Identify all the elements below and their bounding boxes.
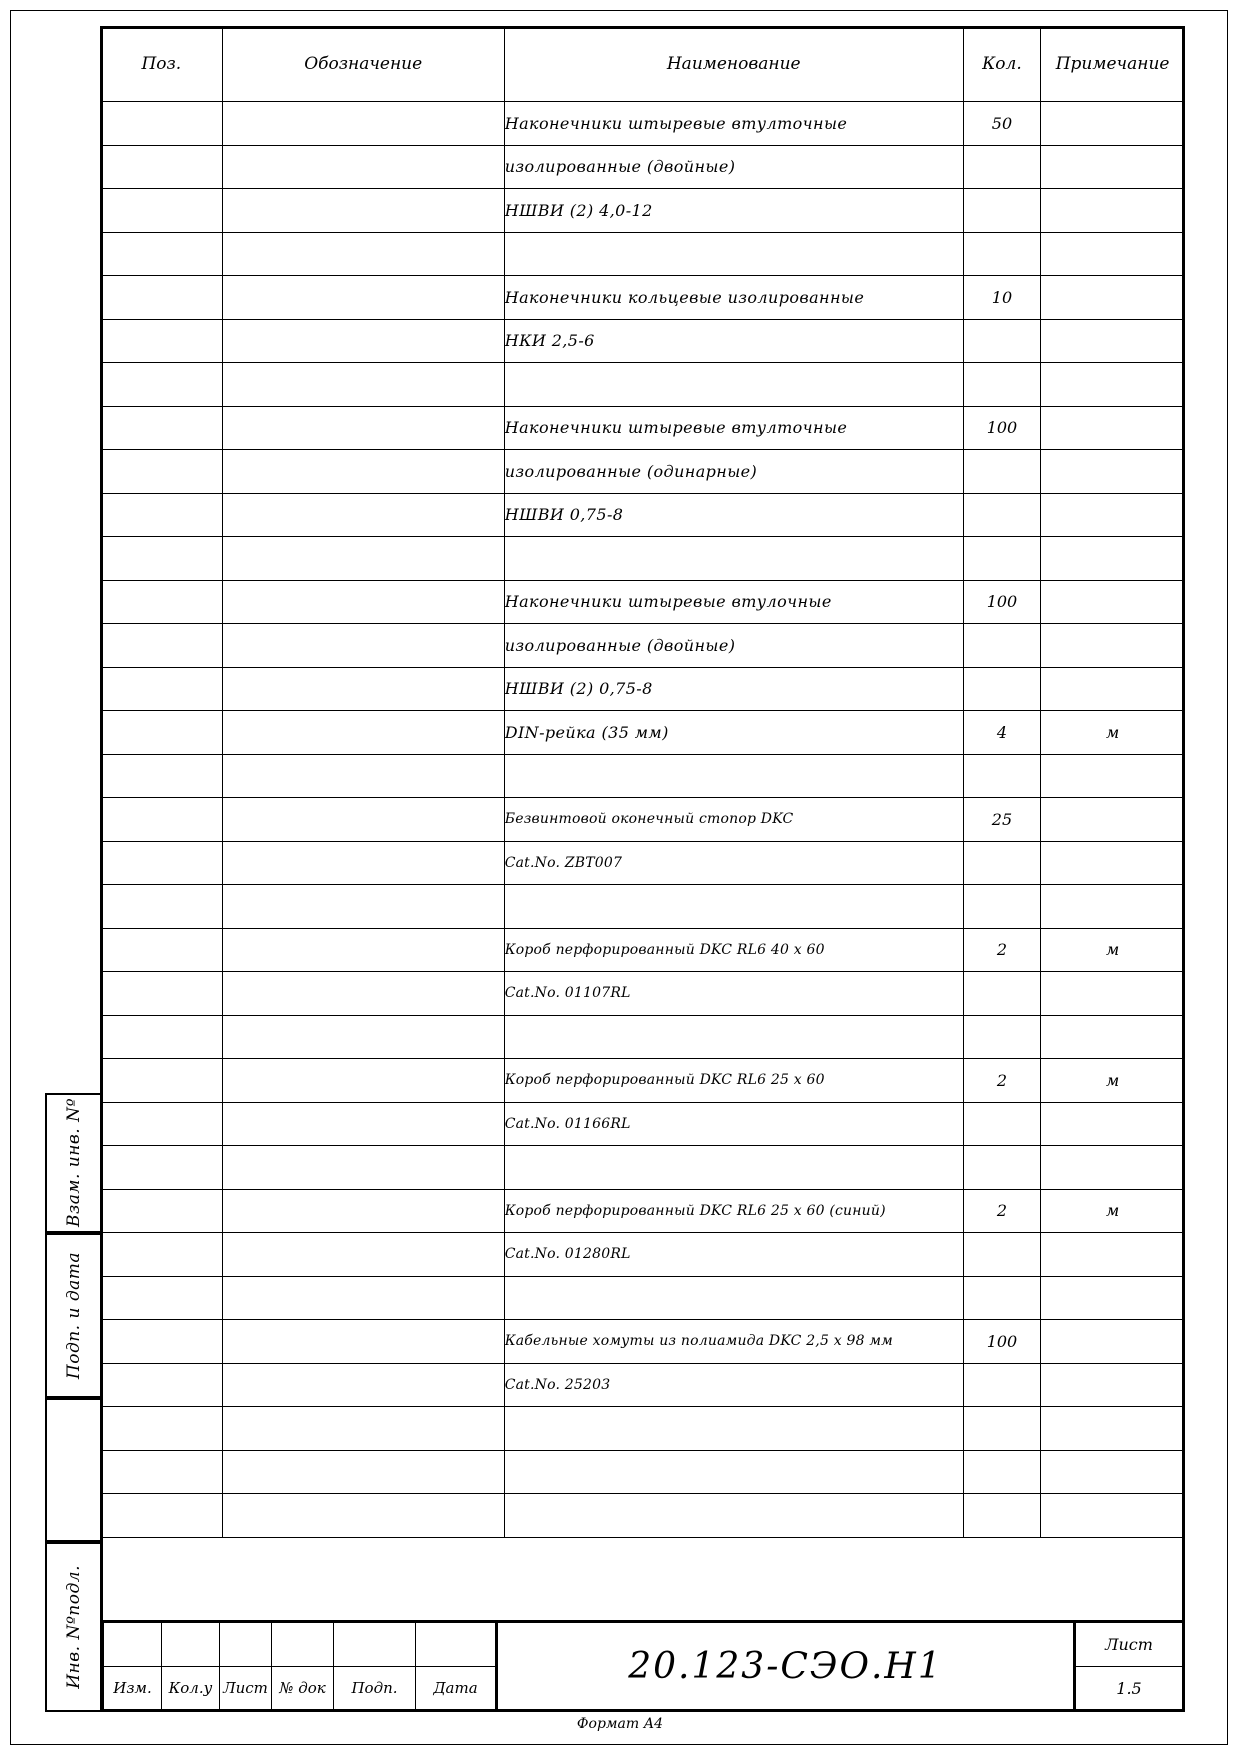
cell-name [504,363,963,407]
cell-pos [101,754,223,798]
cell-qty: 100 [963,406,1040,450]
cell-name: Короб перфорированный DKC RL6 25 x 60 (синий) [504,1189,963,1233]
cell-name: Наконечники штыревые втулточные [504,102,963,146]
revision-blank-row [104,1623,496,1666]
cell-qty [963,1450,1040,1494]
table-row [101,711,1185,755]
cell-note [1041,450,1185,494]
cell-note: м [1041,1059,1185,1103]
cell-qty [963,1233,1040,1277]
cell-pos [101,1015,223,1059]
cell-pos [101,1059,223,1103]
header-note: Примечание [1041,27,1185,102]
header-designation: Обозначение [222,27,504,102]
table-row [101,537,1185,581]
cell-qty [963,1015,1040,1059]
cell-name [504,232,963,276]
cell-name: Cat.No. 25203 [504,1363,963,1407]
cell-name [504,754,963,798]
cell-pos [101,537,223,581]
cell-qty [963,450,1040,494]
cell-name [504,1450,963,1494]
format-label: Формат А4 [576,1716,664,1732]
cell-note [1041,1146,1185,1190]
revision-header-dok: № док [272,1666,334,1709]
cell-name: изолированные (одинарные) [504,450,963,494]
cell-designation [222,450,504,494]
cell-pos [101,1494,223,1538]
cell-name: НКИ 2,5-6 [504,319,963,363]
cell-designation [222,885,504,929]
cell-designation [222,145,504,189]
table-row [101,1233,1185,1277]
cell-note [1041,1450,1185,1494]
cell-name [504,1407,963,1451]
cell-qty [963,624,1040,668]
cell-qty [963,145,1040,189]
revision-blank-cell [104,1623,162,1666]
left-stamp-cell-2 [45,1233,100,1398]
cell-note [1041,624,1185,668]
cell-pos [101,1233,223,1277]
cell-note [1041,1320,1185,1364]
header-qty: Кол. [963,27,1040,102]
cell-designation [222,276,504,320]
table-row [101,928,1185,972]
cell-name: Кабельные хомуты из полиамида DKC 2,5 x 98 мм [504,1320,963,1364]
cell-name [504,1276,963,1320]
cell-note [1041,972,1185,1016]
table-row [101,102,1185,146]
cell-designation [222,406,504,450]
cell-name: изолированные (двойные) [504,145,963,189]
table-row [101,406,1185,450]
cell-designation [222,232,504,276]
cell-pos [101,624,223,668]
cell-qty [963,885,1040,929]
cell-note [1041,580,1185,624]
cell-pos [101,1102,223,1146]
cell-qty: 100 [963,1320,1040,1364]
cell-pos [101,493,223,537]
cell-qty: 100 [963,580,1040,624]
cell-designation [222,1407,504,1451]
cell-pos [101,1276,223,1320]
title-block [100,1620,1185,1712]
cell-name: Cat.No. 01280RL [504,1233,963,1277]
left-stamp-cell-1 [45,1093,100,1233]
cell-pos [101,711,223,755]
cell-note [1041,667,1185,711]
table-row [101,1146,1185,1190]
cell-note [1041,232,1185,276]
cell-note [1041,493,1185,537]
table-row [101,798,1185,842]
table-row [101,624,1185,668]
cell-note [1041,102,1185,146]
revision-blank-cell [162,1623,220,1666]
cell-qty: 2 [963,1189,1040,1233]
cell-note [1041,1407,1185,1451]
table-row [101,1450,1185,1494]
cell-pos [101,972,223,1016]
sheet-label: Лист [1076,1623,1182,1667]
cell-name: НШВИ (2) 4,0-12 [504,189,963,233]
cell-name: Наконечники штыревые втулочные [504,580,963,624]
document-number: 20.123-СЭО.Н1 [628,1645,943,1687]
cell-name [504,885,963,929]
cell-designation [222,798,504,842]
cell-designation [222,1059,504,1103]
cell-note: м [1041,1189,1185,1233]
cell-pos [101,232,223,276]
table-row [101,972,1185,1016]
cell-name [504,1015,963,1059]
cell-designation [222,1494,504,1538]
cell-designation [222,493,504,537]
cell-designation [222,972,504,1016]
cell-designation [222,1320,504,1364]
cell-note [1041,841,1185,885]
table-row [101,232,1185,276]
cell-designation [222,189,504,233]
cell-note: м [1041,928,1185,972]
cell-designation [222,754,504,798]
document-number-field [495,1623,1073,1709]
cell-note [1041,1363,1185,1407]
cell-qty: 2 [963,928,1040,972]
table-row [101,1189,1185,1233]
revision-header-kol: Кол.у [162,1666,220,1709]
cell-note [1041,1494,1185,1538]
cell-note [1041,319,1185,363]
table-row [101,1276,1185,1320]
sheet-field [1073,1623,1182,1709]
cell-note [1041,189,1185,233]
sheet-number: 1.5 [1116,1679,1142,1698]
revision-header-izm: Изм. [104,1666,162,1709]
cell-name: НШВИ (2) 0,75-8 [504,667,963,711]
table-row [101,276,1185,320]
revision-header-list: Лист [220,1666,272,1709]
cell-name: Наконечники штыревые втулточные [504,406,963,450]
cell-pos [101,667,223,711]
cell-note [1041,537,1185,581]
cell-qty: 10 [963,276,1040,320]
left-stamp-label-vzam: Взам. инв. Nº [63,1098,84,1228]
table-row [101,189,1185,233]
cell-designation [222,1146,504,1190]
cell-pos [101,928,223,972]
cell-pos [101,276,223,320]
cell-qty [963,363,1040,407]
cell-designation [222,319,504,363]
cell-qty [963,1276,1040,1320]
table-header-row [101,27,1185,102]
left-stamp-label-podp: Подп. и дата [63,1251,84,1380]
cell-pos [101,1320,223,1364]
cell-qty [963,1102,1040,1146]
cell-designation [222,711,504,755]
revision-header-data: Дата [416,1666,496,1709]
cell-name: Безвинтовой оконечный стопор DKC [504,798,963,842]
cell-qty [963,841,1040,885]
cell-name: Cat.No. 01166RL [504,1102,963,1146]
cell-qty [963,1494,1040,1538]
cell-designation [222,928,504,972]
cell-pos [101,1189,223,1233]
revision-blank-cell [220,1623,272,1666]
header-name: Наименование [504,27,963,102]
left-stamp-cell-3 [45,1398,100,1542]
table-row [101,1320,1185,1364]
cell-note [1041,406,1185,450]
cell-pos [101,406,223,450]
cell-qty [963,232,1040,276]
cell-qty [963,1407,1040,1451]
cell-name: Короб перфорированный DKC RL6 25 x 60 [504,1059,963,1103]
specification-table [100,26,1185,1538]
cell-note [1041,754,1185,798]
cell-note [1041,798,1185,842]
cell-name: Cat.No. 01107RL [504,972,963,1016]
cell-qty [963,189,1040,233]
table-row [101,363,1185,407]
cell-qty [963,319,1040,363]
table-row [101,1059,1185,1103]
cell-pos [101,1407,223,1451]
cell-pos [101,798,223,842]
cell-pos [101,1450,223,1494]
cell-qty [963,493,1040,537]
revision-blank-cell [334,1623,416,1666]
cell-designation [222,1276,504,1320]
cell-name: Наконечники кольцевые изолированные [504,276,963,320]
cell-qty [963,1146,1040,1190]
revision-header-podp: Подп. [334,1666,416,1709]
cell-pos [101,885,223,929]
cell-qty: 4 [963,711,1040,755]
cell-pos [101,1146,223,1190]
table-row [101,450,1185,494]
header-pos: Поз. [101,27,223,102]
cell-name: изолированные (двойные) [504,624,963,668]
cell-designation [222,624,504,668]
table-row [101,1015,1185,1059]
table-row [101,580,1185,624]
cell-designation [222,537,504,581]
cell-name: Короб перфорированный DKC RL6 40 x 60 [504,928,963,972]
cell-pos [101,1363,223,1407]
table-row [101,493,1185,537]
cell-qty: 50 [963,102,1040,146]
cell-pos [101,580,223,624]
cell-name: DIN-рейка (35 мм) [504,711,963,755]
table-row [101,1407,1185,1451]
cell-note [1041,276,1185,320]
cell-pos [101,363,223,407]
cell-qty [963,972,1040,1016]
cell-pos [101,841,223,885]
table-row [101,1363,1185,1407]
table-row [101,841,1185,885]
left-stamp-label-inv: Инв. Nºподл. [63,1565,84,1689]
cell-qty [963,754,1040,798]
cell-pos [101,189,223,233]
cell-designation [222,1189,504,1233]
cell-qty [963,667,1040,711]
cell-designation [222,580,504,624]
table-row [101,1494,1185,1538]
table-row [101,1102,1185,1146]
table-row [101,885,1185,929]
cell-note [1041,1102,1185,1146]
revision-blank-cell [272,1623,334,1666]
cell-qty [963,1363,1040,1407]
revision-header-row [104,1666,496,1709]
cell-designation [222,102,504,146]
cell-name [504,1494,963,1538]
revision-table [103,1623,495,1709]
cell-name [504,537,963,581]
cell-designation [222,667,504,711]
cell-pos [101,450,223,494]
cell-note [1041,1015,1185,1059]
left-stamp-cell-4 [45,1542,100,1712]
cell-designation [222,1233,504,1277]
table-row [101,145,1185,189]
cell-note [1041,363,1185,407]
cell-pos [101,102,223,146]
cell-designation [222,1363,504,1407]
cell-qty [963,537,1040,581]
table-row [101,667,1185,711]
cell-name: НШВИ 0,75-8 [504,493,963,537]
table-row [101,754,1185,798]
cell-qty: 2 [963,1059,1040,1103]
cell-designation [222,1102,504,1146]
cell-note [1041,145,1185,189]
cell-designation [222,841,504,885]
cell-note [1041,1233,1185,1277]
cell-note: м [1041,711,1185,755]
cell-note [1041,1276,1185,1320]
cell-pos [101,145,223,189]
table-row [101,319,1185,363]
cell-name [504,1146,963,1190]
cell-designation [222,363,504,407]
cell-pos [101,319,223,363]
cell-qty: 25 [963,798,1040,842]
cell-note [1041,885,1185,929]
revision-blank-cell [416,1623,496,1666]
cell-designation [222,1015,504,1059]
cell-name: Cat.No. ZBT007 [504,841,963,885]
cell-designation [222,1450,504,1494]
